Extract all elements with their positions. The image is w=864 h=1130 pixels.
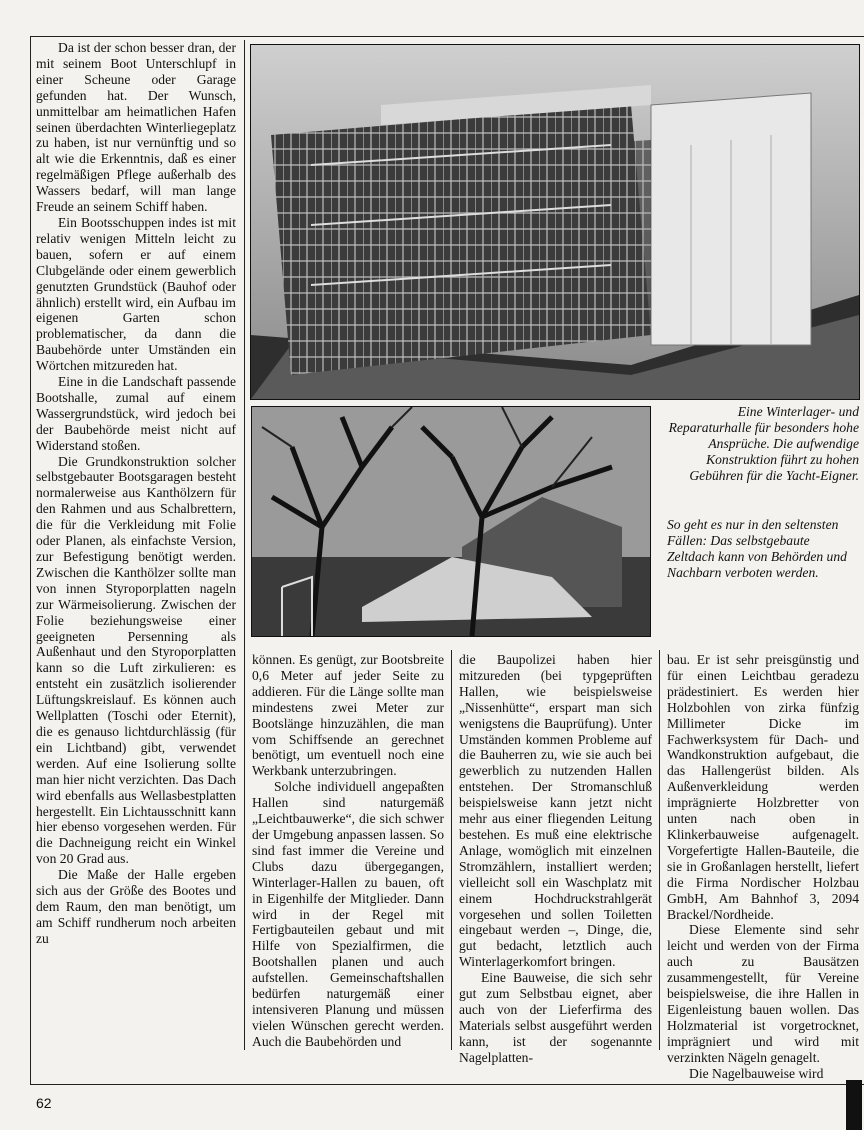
text-column-3 (459, 652, 652, 1065)
paragraph: bau. Er ist sehr preisgünstig und für einen Leichtbau geradezu prädestiniert. Es werden hier Holzbohlen von zirka fünfzig Millimeter Dicke im Fachwerksystem für Dach- und Wandkonstruktion aufgebaut, die das Hallengerüst bilden. Als Außenverkleidung werden imprägnierte Holzbretter von unten nach oben in Klinkerbauweise aufgenagelt. Vorgefertigte Hallen-Bauteile, die sie in Großanlagen herstellt, liefert die Firma Nordischer Holzbau GmbH, Am Bahnhof 3, 2094 Brackel/Nordheide. (667, 652, 859, 922)
text-column-4 (667, 652, 859, 1081)
paragraph: Diese Elemente sind sehr leicht und werden von der Firma auch zu Bausätzen zusammengestellt, für Vereine beispielsweise, die ihre Hallen in Eigenleistung bauen wollen. Das Holzmaterial ist vorgetrocknet, imprägniert und wird mit verzinkten Nägeln genagelt. (667, 922, 859, 1065)
paragraph: können. Es genügt, zur Bootsbreite 0,6 Meter auf jeder Seite zu addieren. Für die Länge sollte man mindestens zwei Meter zur Bootslänge hinzuzählen, die man vom Schiffsende an gerechnet benötigt, um eventuell noch eine Werkbank unterzubringen. (252, 652, 444, 779)
paragraph: Die Nagelbauweise wird (689, 1065, 824, 1081)
column-divider (659, 650, 660, 1050)
paragraph: die Baupolizei haben hier mitzureden (bei typgeprüften Hallen, wie beispielsweise „Nissenhütte“, erspart man sich wenigstens die Bauprüfung). Unter Umständen kommen Probleme auf die Bauherren zu, wie sie auch bei gewerblich zu nutzenden Hallen entstehen. Der Stromanschluß beispielsweise kann jetzt nicht mehr aus einer fliegenden Leitung bestehen. Es muß eine elektrische Anlage, womöglich mit einzelnen Stromzählern, installiert werden; vielleicht soll ein Waschplatz mit einem Hochdruckstrahlgerät vorgesehen und sollen Toiletten eingebaut werden –, Dinge, die, gut bedacht, letztlich auch Winterlagerkomfort bringen. (459, 652, 652, 970)
edge-mark (846, 1080, 862, 1130)
text-column-1 (36, 40, 236, 1050)
paragraph: Eine Bauweise, die sich sehr gut zum Selbstbau eignet, aber auch von der Lieferfirma des Materials selbst ausgeführt werden kann, ist der sogenannte Nagelplatten- (459, 970, 652, 1065)
paragraph: Ein Bootsschuppen indes ist mit relativ wenigen Mitteln leicht zu bauen, sofern er auf einem Clubgelände oder einem gewerblich genutzten Grundstück (Bauhof oder ähnlich) erstellt wird, ein Aufbau im eigenen Garten schon problematischer, da dann die Baubehörde unter Umständen ein Wörtchen mitzureden hat. (36, 214, 236, 374)
photo-caption-1: Eine Winterlager- und Reparaturhalle für besonders hohe Ansprüche. Die aufwendige Konstruktion führt zu hohen Gebühren für die Yacht-Eigner. (668, 404, 859, 483)
text-column-2 (252, 652, 444, 1052)
paragraph: Eine in die Landschaft passende Bootshalle, zumal auf einem Wassergrundstück, wird jedoch bei der Baubehörde meist nicht auf Widerstand stoßen. (36, 374, 236, 453)
column-divider (244, 40, 245, 1050)
photo-tent-boathouse (251, 406, 651, 637)
column-divider (451, 650, 452, 1050)
paragraph: Da ist der schon besser dran, der mit seinem Boot Unterschlupf in einer Scheune oder Garage gefunden hat. Der Wunsch, unmittelbar am heimatlichen Hafen seinen überdachten Winterliegeplatz zu haben, ist nur vernünftig und so alt wie die Erkenntnis, daß es einer regelmäßigen Pflege außerhalb des Wassers bedarf, will man lange Freude an seinem Schiff haben. (36, 40, 236, 215)
paragraph: Die Maße der Halle ergeben sich aus der Größe des Bootes und dem Raum, den man benötigt, um am Schiff rundherum noch arbeiten zu (36, 867, 236, 946)
photo-winter-hall (250, 44, 860, 400)
paragraph: Solche individuell angepaßten Hallen sind naturgemäß „Leichtbauwerke“, die sich schwer der Umgebung anpassen lassen. So sind fast immer die Vereine und Clubs dazu übergegangen, Winterlager-Hallen zu bauen, oft in Eigenhilfe der Mitglieder. Dann wird in der Regel mit Fertigbauteilen gebaut und mit Hilfe von Spezialfirmen, die Bootshallen planen und auch aufstellen. Gemeinschaftshallen bedürfen naturgemäß einer intensiveren Planung und müssen vielen Wünschen gerecht werden. Auch die Baubehörden und (252, 779, 444, 1049)
paragraph: Die Grundkonstruktion solcher selbstgebauter Bootsgaragen besteht normalerweise aus Kanthölzern für den Rahmen und aus Schalbrettern, die für die Verkleidung mit Folie oder Planen, als einfachste Version, zur Befestigung benötigt werden. Zwischen die Kanthölzer sollte man von innen Styroporplatten nageln zur Wärmeisolierung. Zwischen der Folie beziehungsweise einer geeigneten Persenning als Außenhaut und den Styroporplatten kann so die Luft zirkulieren: es entsteht ein zusätzlich isolierender Lüftungskreislauf. Es können auch Wellplatten (Toschi oder Eternit), die es genauso lichtdurchlässig (für ein Lichtband) gibt, verwendet werden. Auf eine Isolierung sollte man hier nicht verzichten. Das Dach wird ebenfalls aus Wellasbestplatten hergestellt. Ein Lichtausschnitt kann hier ebenso vorgesehen werden. Für die Dachneigung reicht ein Winkel von 20 Grad aus. (36, 453, 236, 867)
page-number: 62 (36, 1095, 52, 1111)
photo-caption-2: So geht es nur in den seltensten Fällen: Das selbstgebaute Zeltdach kann von Behörden und Nachbarn verboten werden. (667, 517, 847, 580)
